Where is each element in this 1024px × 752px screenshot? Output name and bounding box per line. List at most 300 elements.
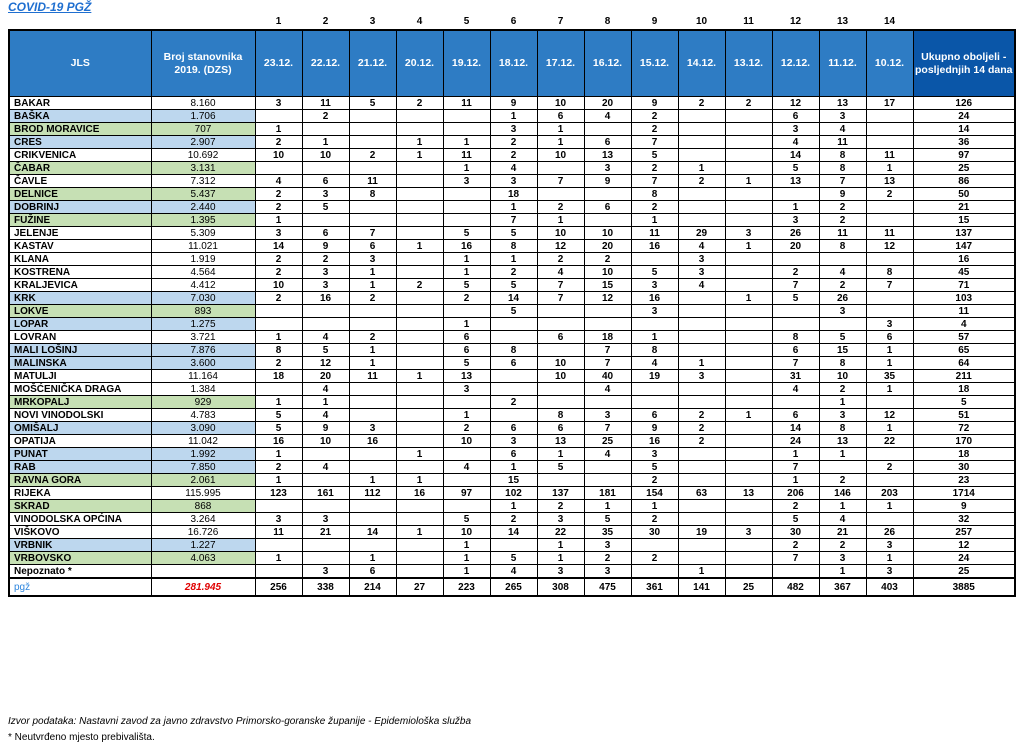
total-cell: 147: [913, 240, 1015, 253]
case-count-cell: [678, 474, 725, 487]
total-cell: 18: [913, 383, 1015, 396]
case-count-cell: 16: [631, 292, 678, 305]
case-count-cell: 11: [866, 227, 913, 240]
case-count-cell: 3: [631, 305, 678, 318]
case-count-cell: 13: [584, 149, 631, 162]
case-count-cell: 3: [772, 214, 819, 227]
case-count-cell: [866, 201, 913, 214]
case-count-cell: 2: [819, 474, 866, 487]
case-count-cell: 1: [631, 331, 678, 344]
case-count-cell: 5: [349, 97, 396, 110]
case-count-cell: 12: [302, 357, 349, 370]
case-count-cell: 1: [349, 552, 396, 565]
case-count-cell: 6: [443, 331, 490, 344]
case-count-cell: 2: [678, 175, 725, 188]
case-count-cell: 5: [443, 357, 490, 370]
case-count-cell: 6: [490, 422, 537, 435]
case-count-cell: [349, 409, 396, 422]
sum-row: [9, 578, 1015, 596]
case-count-cell: 5: [443, 279, 490, 292]
case-count-cell: 20: [584, 97, 631, 110]
case-count-cell: 2: [866, 188, 913, 201]
case-count-cell: 5: [443, 227, 490, 240]
case-count-cell: [302, 539, 349, 552]
case-count-cell: [772, 188, 819, 201]
table-row: [9, 474, 1015, 487]
case-count-cell: 3: [302, 565, 349, 579]
case-count-cell: 5: [819, 331, 866, 344]
case-count-cell: 2: [490, 149, 537, 162]
case-count-cell: 11: [819, 136, 866, 149]
population-cell: 868: [151, 500, 255, 513]
case-count-cell: 1: [490, 110, 537, 123]
column-number-spacer: [9, 9, 151, 30]
case-count-cell: [396, 357, 443, 370]
municipality-name: DOBRINJ: [9, 201, 151, 214]
total-cell: 86: [913, 175, 1015, 188]
case-count-cell: 1: [396, 149, 443, 162]
table-row: [9, 344, 1015, 357]
population-cell: 8.160: [151, 97, 255, 110]
case-count-cell: 1: [537, 552, 584, 565]
case-count-cell: 19: [631, 370, 678, 383]
case-count-cell: [631, 253, 678, 266]
case-count-cell: 9: [302, 422, 349, 435]
population-cell: 11.021: [151, 240, 255, 253]
case-count-cell: 4: [819, 266, 866, 279]
table-row: [9, 175, 1015, 188]
case-count-cell: [772, 318, 819, 331]
case-count-cell: 4: [584, 383, 631, 396]
case-count-cell: 13: [725, 487, 772, 500]
population-cell: 1.275: [151, 318, 255, 331]
column-number: 1: [275, 16, 282, 27]
case-count-cell: 1: [678, 565, 725, 579]
sum-cell: 367: [819, 578, 866, 596]
table-row: [9, 461, 1015, 474]
case-count-cell: 2: [396, 97, 443, 110]
case-count-cell: 4: [443, 461, 490, 474]
case-count-cell: 2: [631, 513, 678, 526]
case-count-cell: [349, 539, 396, 552]
case-count-cell: [396, 188, 443, 201]
case-count-cell: 3: [302, 188, 349, 201]
case-count-cell: [678, 305, 725, 318]
case-count-cell: 1: [584, 500, 631, 513]
case-count-cell: [725, 188, 772, 201]
case-count-cell: 11: [349, 175, 396, 188]
population-cell: 4.564: [151, 266, 255, 279]
sum-cell: 141: [678, 578, 725, 596]
case-count-cell: 4: [819, 123, 866, 136]
case-count-cell: [537, 383, 584, 396]
case-count-cell: [396, 266, 443, 279]
case-count-cell: 6: [772, 110, 819, 123]
footnote-source: Izvor podataka: Nastavni zavod za javno zdravstvo Primorsko-goranske županije - Epidemiološka služba: [8, 716, 472, 727]
case-count-cell: 161: [302, 487, 349, 500]
case-count-cell: [866, 136, 913, 149]
case-count-cell: 3: [537, 565, 584, 579]
case-count-cell: 22: [537, 526, 584, 539]
table-row: [9, 266, 1015, 279]
case-count-cell: [866, 396, 913, 409]
case-count-cell: [255, 305, 302, 318]
case-count-cell: [866, 110, 913, 123]
case-count-cell: 4: [678, 279, 725, 292]
case-count-cell: 8: [490, 240, 537, 253]
case-count-cell: [349, 305, 396, 318]
case-count-cell: 20: [772, 240, 819, 253]
population-cell: 11.042: [151, 435, 255, 448]
total-cell: 126: [913, 97, 1015, 110]
case-count-cell: 14: [772, 149, 819, 162]
sum-cell: 308: [537, 578, 584, 596]
case-count-cell: 2: [349, 331, 396, 344]
case-count-cell: [302, 474, 349, 487]
case-count-cell: 5: [584, 513, 631, 526]
case-count-cell: [584, 123, 631, 136]
population-cell: 2.061: [151, 474, 255, 487]
case-count-cell: 2: [255, 461, 302, 474]
total-cell: 36: [913, 136, 1015, 149]
case-count-cell: 9: [631, 422, 678, 435]
case-count-cell: [396, 513, 443, 526]
case-count-cell: 4: [772, 136, 819, 149]
case-count-cell: 3: [819, 110, 866, 123]
case-count-cell: 11: [443, 149, 490, 162]
municipality-name: KRK: [9, 292, 151, 305]
case-count-cell: 14: [490, 526, 537, 539]
case-count-cell: [255, 565, 302, 579]
case-count-cell: 1: [396, 370, 443, 383]
case-count-cell: 11: [255, 526, 302, 539]
case-count-cell: [725, 422, 772, 435]
column-number: 5: [463, 16, 470, 27]
case-count-cell: 8: [537, 409, 584, 422]
case-count-cell: 13: [537, 435, 584, 448]
sum-total: 3885: [913, 578, 1015, 596]
case-count-cell: 2: [866, 461, 913, 474]
case-count-cell: [866, 123, 913, 136]
case-count-cell: [725, 565, 772, 579]
case-count-cell: 1: [678, 162, 725, 175]
sum-cell: 403: [866, 578, 913, 596]
case-count-cell: 6: [537, 331, 584, 344]
header-jls: JLS: [9, 30, 151, 97]
case-count-cell: [537, 162, 584, 175]
case-count-cell: [349, 110, 396, 123]
case-count-cell: 7: [772, 357, 819, 370]
case-count-cell: 17: [866, 97, 913, 110]
case-count-cell: 16: [443, 240, 490, 253]
header-date: 12.12.: [772, 30, 819, 97]
case-count-cell: 16: [396, 487, 443, 500]
table-row: [9, 539, 1015, 552]
case-count-cell: 2: [725, 97, 772, 110]
case-count-cell: [396, 110, 443, 123]
sum-cell: 25: [725, 578, 772, 596]
case-count-cell: [584, 214, 631, 227]
population-cell: 7.876: [151, 344, 255, 357]
case-count-cell: 2: [537, 201, 584, 214]
case-count-cell: 2: [631, 162, 678, 175]
case-count-cell: 1: [443, 162, 490, 175]
case-count-cell: 4: [584, 448, 631, 461]
case-count-cell: 10: [537, 370, 584, 383]
case-count-cell: [490, 539, 537, 552]
case-count-cell: 6: [584, 201, 631, 214]
total-cell: 64: [913, 357, 1015, 370]
case-count-cell: 10: [302, 149, 349, 162]
case-count-cell: 7: [772, 552, 819, 565]
sum-cell: 265: [490, 578, 537, 596]
column-number-row: [9, 9, 1015, 30]
covid-table: [8, 9, 1016, 597]
case-count-cell: 5: [490, 305, 537, 318]
population-cell: 929: [151, 396, 255, 409]
case-count-cell: 146: [819, 487, 866, 500]
case-count-cell: 1: [866, 500, 913, 513]
table-row: [9, 409, 1015, 422]
case-count-cell: 2: [584, 552, 631, 565]
header-row: [9, 30, 1015, 97]
case-count-cell: 18: [490, 188, 537, 201]
case-count-cell: [866, 513, 913, 526]
case-count-cell: 1: [443, 539, 490, 552]
case-count-cell: [725, 461, 772, 474]
case-count-cell: 97: [443, 487, 490, 500]
case-count-cell: [396, 214, 443, 227]
case-count-cell: 11: [443, 97, 490, 110]
case-count-cell: [678, 539, 725, 552]
header-date: 18.12.: [490, 30, 537, 97]
case-count-cell: 2: [490, 396, 537, 409]
case-count-cell: 3: [537, 513, 584, 526]
case-count-cell: 5: [772, 292, 819, 305]
total-cell: 103: [913, 292, 1015, 305]
municipality-name: LOPAR: [9, 318, 151, 331]
case-count-cell: 1: [255, 448, 302, 461]
case-count-cell: 1: [537, 539, 584, 552]
total-cell: 65: [913, 344, 1015, 357]
case-count-cell: [678, 344, 725, 357]
case-count-cell: [678, 123, 725, 136]
case-count-cell: 1: [443, 266, 490, 279]
case-count-cell: 26: [819, 292, 866, 305]
case-count-cell: [678, 188, 725, 201]
case-count-cell: [396, 396, 443, 409]
case-count-cell: 3: [631, 279, 678, 292]
municipality-name: VINODOLSKA OPĆINA: [9, 513, 151, 526]
case-count-cell: 10: [443, 526, 490, 539]
case-count-cell: 8: [490, 344, 537, 357]
case-count-cell: 2: [772, 539, 819, 552]
case-count-cell: 1: [443, 552, 490, 565]
municipality-name: MOŠĆENIČKA DRAGA: [9, 383, 151, 396]
municipality-name: RAVNA GORA: [9, 474, 151, 487]
table-row: [9, 370, 1015, 383]
case-count-cell: [349, 123, 396, 136]
population-cell: 5.437: [151, 188, 255, 201]
case-count-cell: [396, 435, 443, 448]
sum-cell: 223: [443, 578, 490, 596]
case-count-cell: 40: [584, 370, 631, 383]
case-count-cell: 5: [443, 513, 490, 526]
case-count-cell: 30: [772, 526, 819, 539]
case-count-cell: [725, 162, 772, 175]
municipality-name: FUŽINE: [9, 214, 151, 227]
case-count-cell: 1: [772, 474, 819, 487]
case-count-cell: 1: [302, 136, 349, 149]
case-count-cell: 1: [255, 396, 302, 409]
case-count-cell: 3: [772, 123, 819, 136]
case-count-cell: 6: [349, 240, 396, 253]
case-count-cell: 20: [302, 370, 349, 383]
case-count-cell: 4: [537, 266, 584, 279]
case-count-cell: 3: [584, 162, 631, 175]
case-count-cell: 3: [819, 552, 866, 565]
case-count-cell: [349, 162, 396, 175]
case-count-cell: 9: [631, 97, 678, 110]
case-count-cell: 2: [255, 201, 302, 214]
case-count-cell: 8: [772, 331, 819, 344]
sum-cell: 256: [255, 578, 302, 596]
municipality-name: VRBOVSKO: [9, 552, 151, 565]
case-count-cell: 4: [772, 383, 819, 396]
case-count-cell: [443, 214, 490, 227]
case-count-cell: 4: [302, 409, 349, 422]
column-number: 6: [510, 16, 517, 27]
total-cell: 4: [913, 318, 1015, 331]
sum-cell: 27: [396, 578, 443, 596]
case-count-cell: [396, 201, 443, 214]
header-date: 16.12.: [584, 30, 631, 97]
case-count-cell: 2: [819, 279, 866, 292]
case-count-cell: [396, 292, 443, 305]
case-count-cell: 2: [772, 500, 819, 513]
case-count-cell: 1: [537, 123, 584, 136]
case-count-cell: 3: [302, 279, 349, 292]
case-count-cell: 16: [302, 292, 349, 305]
case-count-cell: 2: [678, 409, 725, 422]
case-count-cell: 2: [302, 110, 349, 123]
case-count-cell: 14: [255, 240, 302, 253]
case-count-cell: [396, 539, 443, 552]
footnote-note: * Neutvrđeno mjesto prebivališta.: [8, 732, 155, 743]
case-count-cell: 2: [537, 253, 584, 266]
case-count-cell: [772, 305, 819, 318]
case-count-cell: 2: [631, 474, 678, 487]
table-row: [9, 357, 1015, 370]
case-count-cell: 1: [396, 474, 443, 487]
case-count-cell: 26: [866, 526, 913, 539]
case-count-cell: 1: [255, 474, 302, 487]
case-count-cell: 5: [772, 162, 819, 175]
case-count-cell: 19: [678, 526, 725, 539]
total-cell: 21: [913, 201, 1015, 214]
case-count-cell: [584, 474, 631, 487]
case-count-cell: 3: [302, 513, 349, 526]
total-cell: 57: [913, 331, 1015, 344]
case-count-cell: 7: [584, 422, 631, 435]
case-count-cell: 11: [866, 149, 913, 162]
municipality-name: KASTAV: [9, 240, 151, 253]
case-count-cell: 9: [584, 175, 631, 188]
header-date: 15.12.: [631, 30, 678, 97]
case-count-cell: [490, 331, 537, 344]
case-count-cell: 2: [302, 253, 349, 266]
case-count-cell: [678, 201, 725, 214]
header-date: 21.12.: [349, 30, 396, 97]
case-count-cell: 11: [631, 227, 678, 240]
table-row: [9, 422, 1015, 435]
case-count-cell: 7: [772, 461, 819, 474]
header-date: 22.12.: [302, 30, 349, 97]
case-count-cell: 1: [349, 344, 396, 357]
case-count-cell: 2: [255, 253, 302, 266]
case-count-cell: 12: [866, 240, 913, 253]
case-count-cell: [725, 396, 772, 409]
case-count-cell: [396, 331, 443, 344]
case-count-cell: 13: [866, 175, 913, 188]
table-row: [9, 487, 1015, 500]
case-count-cell: 10: [255, 279, 302, 292]
case-count-cell: 63: [678, 487, 725, 500]
header-date: 14.12.: [678, 30, 725, 97]
case-count-cell: [725, 318, 772, 331]
case-count-cell: 10: [537, 227, 584, 240]
case-count-cell: [537, 318, 584, 331]
case-count-cell: [819, 253, 866, 266]
sum-cell: 361: [631, 578, 678, 596]
case-count-cell: [866, 253, 913, 266]
case-count-cell: 3: [725, 227, 772, 240]
case-count-cell: [255, 500, 302, 513]
municipality-name: PUNAT: [9, 448, 151, 461]
table-row: [9, 565, 1015, 579]
municipality-name: VIŠKOVO: [9, 526, 151, 539]
case-count-cell: 1: [819, 448, 866, 461]
table-row: [9, 292, 1015, 305]
case-count-cell: [725, 110, 772, 123]
case-count-cell: 2: [631, 201, 678, 214]
header-date: 11.12.: [819, 30, 866, 97]
population-cell: 1.384: [151, 383, 255, 396]
case-count-cell: [349, 318, 396, 331]
case-count-cell: [725, 370, 772, 383]
column-number: 11: [743, 16, 754, 27]
table-row: [9, 136, 1015, 149]
case-count-cell: [396, 565, 443, 579]
case-count-cell: 6: [772, 344, 819, 357]
case-count-cell: 4: [255, 175, 302, 188]
case-count-cell: 16: [349, 435, 396, 448]
table-row: [9, 97, 1015, 110]
sum-cell: 214: [349, 578, 396, 596]
case-count-cell: [725, 357, 772, 370]
case-count-cell: [584, 305, 631, 318]
municipality-name: CRES: [9, 136, 151, 149]
population-cell: 10.692: [151, 149, 255, 162]
case-count-cell: 2: [255, 188, 302, 201]
case-count-cell: [725, 266, 772, 279]
case-count-cell: 2: [631, 552, 678, 565]
case-count-cell: 1: [631, 214, 678, 227]
case-count-cell: 21: [819, 526, 866, 539]
case-count-cell: 1: [725, 409, 772, 422]
case-count-cell: 1: [490, 201, 537, 214]
municipality-name: JELENJE: [9, 227, 151, 240]
